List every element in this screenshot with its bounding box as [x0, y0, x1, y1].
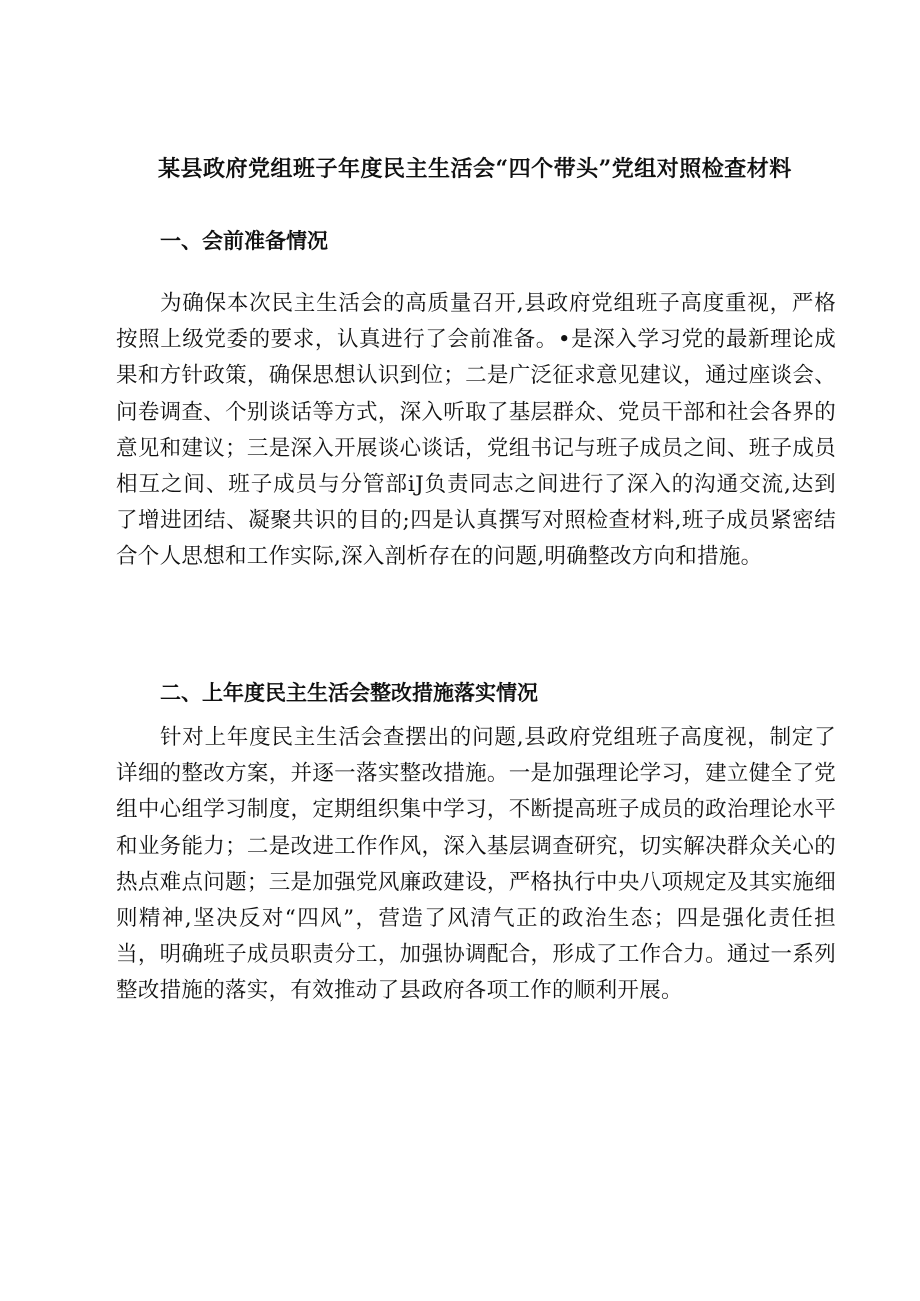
document-title: 某县政府党组班子年度民主生活会“四个带头”党组对照检查材料 — [158, 156, 792, 182]
section-paragraph-preparation: 为确保本次民主生活会的高质量召开,县政府党组班子高度重视，严格按照上级党委的要求，认真进行了会前准备。•是深入学习党的最新理论成果和方针政策，确保思想认识到位；二是广泛征求意见建议，通过座谈会、问卷调查、个别谈话等方式，深入听取了基层群众、党员干部和社会各界的意见和建议；三是深入开展谈心谈话，党组书记与班子成员之间、班子成员相互之间、班子成员与分管部iJ负责同志之间进行了深入的沟通交流,达到了增进团结、凝聚共识的目的;四是认真撰写对照检查材料,班子成员紧密结合个人思想和工作实际,深入剖析存在的问题,明确整改方向和措施。 — [116, 291, 836, 570]
section-heading-rectification: 二、上年度民主生活会整改措施落实情况 — [160, 680, 538, 705]
section-heading-preparation: 一、会前准备情况 — [160, 228, 328, 253]
section-paragraph-rectification: 针对上年度民主生活会查摆出的问题,县政府党组班子高度视，制定了详细的整改方案，并逐一落实整改措施。一是加强理论学习，建立健全了党组中心组学习制度，定期组织集中学习，不断提高班子成员的政治理论水平和业务能力；二是改进工作作风，深入基层调查研究，切实解决群众关心的热点难点问题；三是加强党风廉政建设，严格执行中央八项规定及其实施细则精神,坚决反对“四风”，营造了风清气正的政治生态；四是强化责任担当，明确班子成员职责分工，加强协调配合，形成了工作合力。通过一系列整改措施的落实，有效推动了县政府各项工作的顺利开展。 — [116, 725, 836, 1004]
